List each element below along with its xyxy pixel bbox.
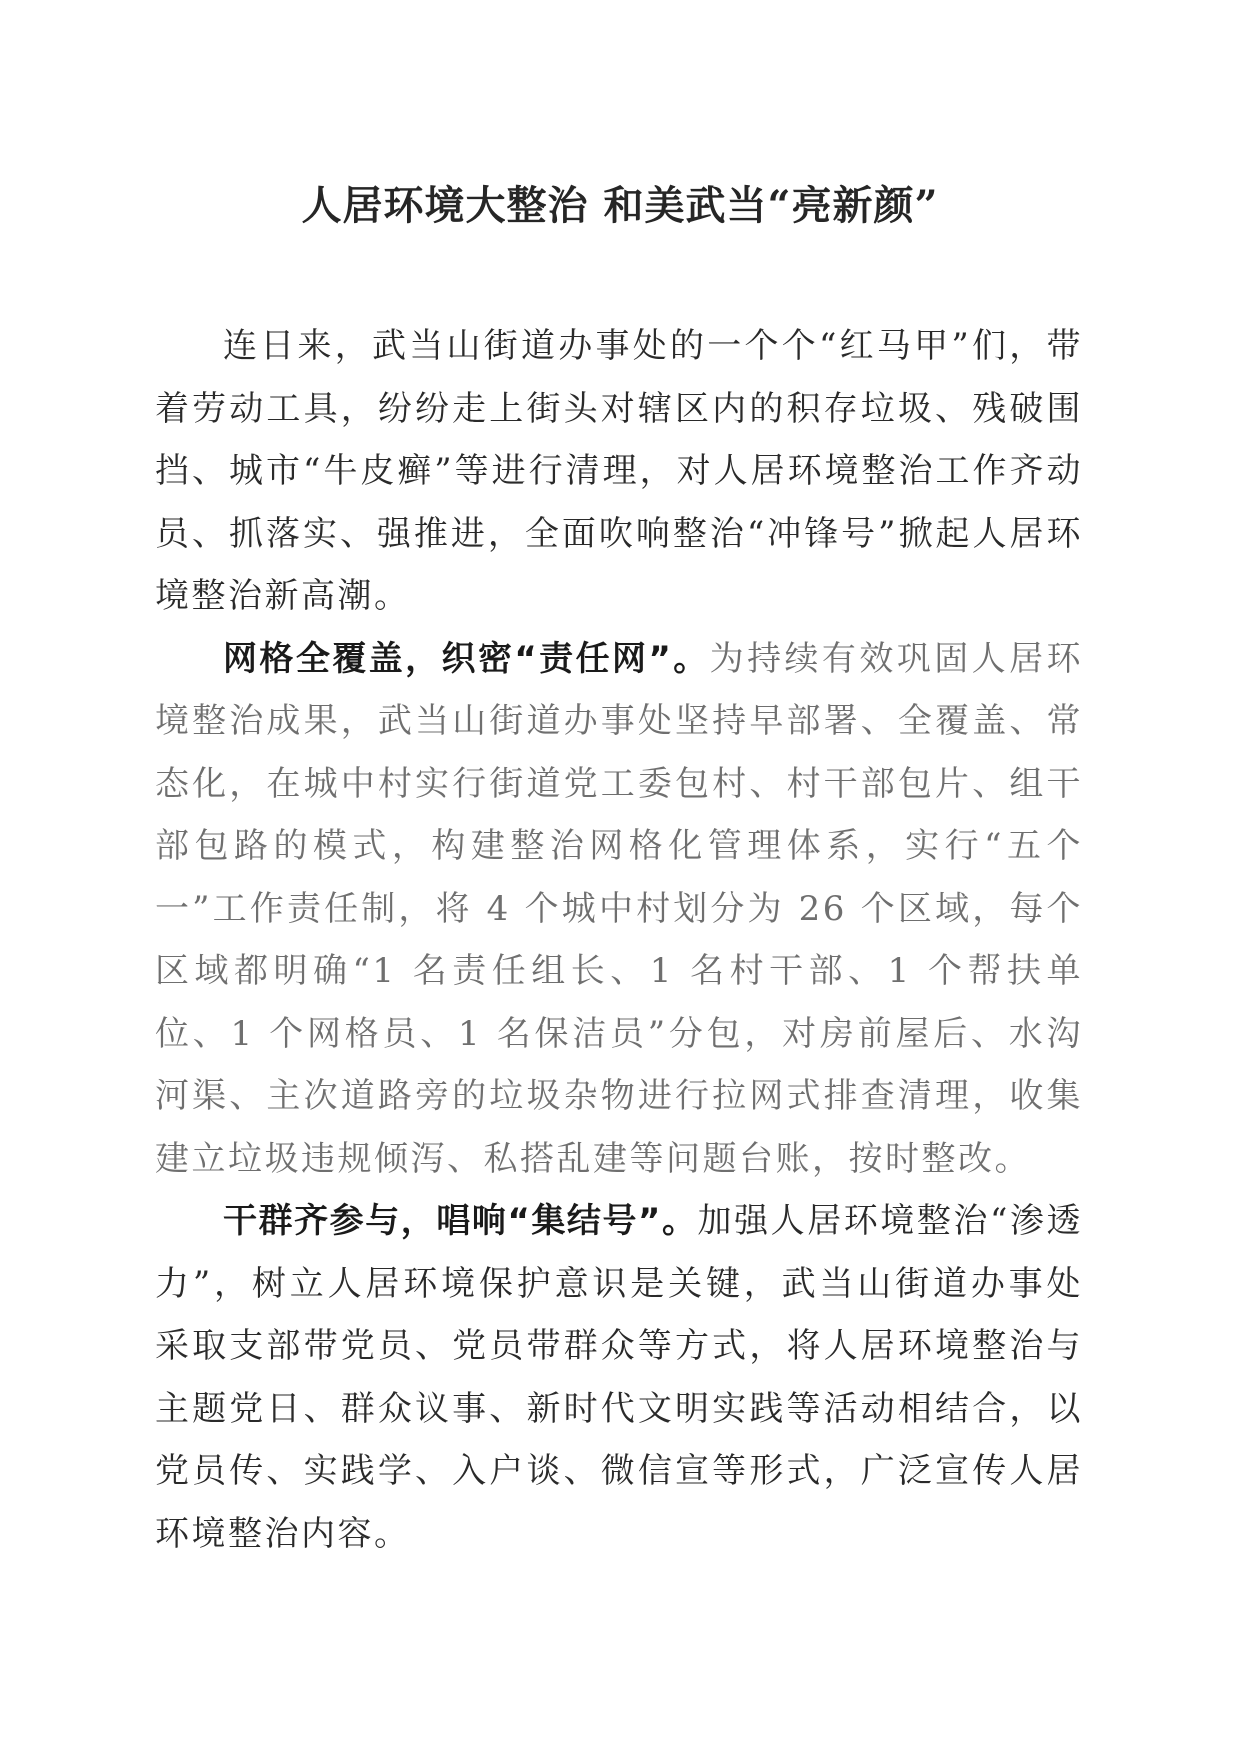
paragraph-intro (155, 315, 1083, 628)
paragraph-public-participation (155, 1190, 1083, 1565)
paragraph-text: 加强人居环境整治“渗透力”，树立人居环境保护意识是关键，武当山街道办事处采取支部带党员、党员带群众等方式，将人居环境整治与主题党日、群众议事、新时代文明实践等活动相结合，以党员传、实践学、入户谈、微信宣等形式，广泛宣传人居环境整治内容。 (155, 1201, 1083, 1554)
paragraph-text: 为持续有效巩固人居环境整治成果，武当山街道办事处坚持早部署、全覆盖、常态化，在城中村实行街道党工委包村、村干部包片、组干部包路的模式，构建整治网格化管理体系，实行“五个一”工作责任制，将 4 个城中村划分为 26 个区域，每个区域都明确“1 名责任组长、1 名村干部、1 个帮扶单位、1 个网格员、1 名保洁员”分包，对房前屋后、水沟河渠、主次道路旁的垃圾杂物进行拉网式排查清理，收集建立垃圾违规倾泻、私搭乱建等问题台账，按时整改。 (155, 638, 1083, 1179)
paragraph-heading: 网格全覆盖，织密“责任网”。 (223, 638, 710, 679)
paragraph-heading: 干群齐参与，唱响“集结号”。 (223, 1201, 698, 1241)
article-body (155, 315, 1083, 1565)
paragraph-text: 连日来，武当山街道办事处的一个个“红马甲”们，带着劳动工具，纷纷走上街头对辖区内的积存垃圾、残破围挡、城市“牛皮癣”等进行清理，对人居环境整治工作齐动员、抓落实、强推进，全面吹响整治“冲锋号”掀起人居环境整治新高潮。 (155, 326, 1083, 616)
paragraph-grid-coverage (155, 628, 1083, 1191)
page-title: 人居环境大整治 和美武当“亮新颜” (301, 182, 939, 229)
